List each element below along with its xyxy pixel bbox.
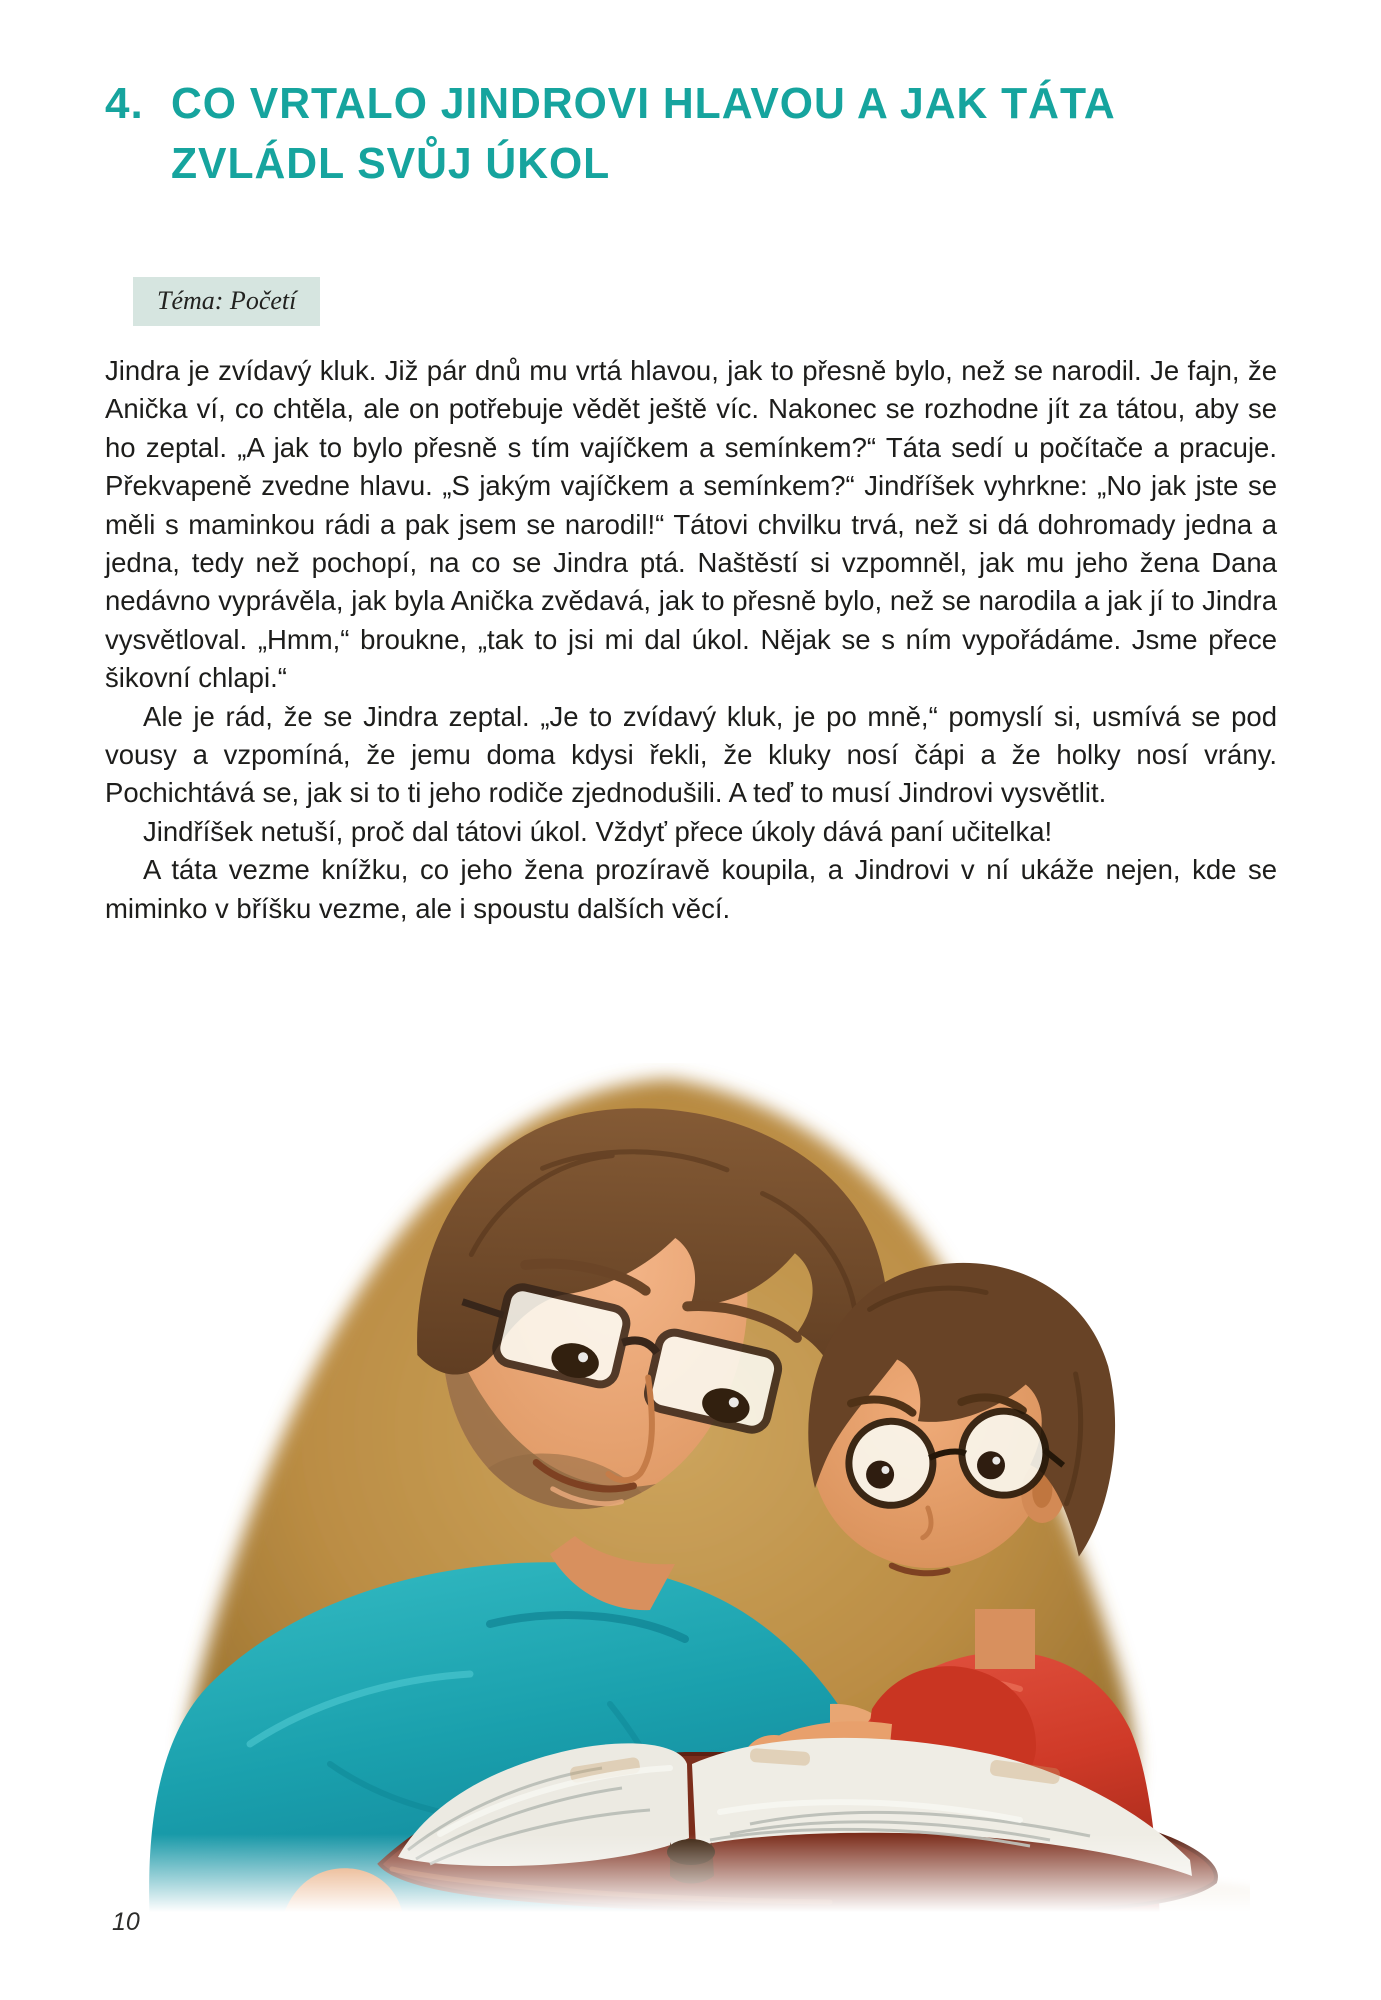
chapter-title	[171, 74, 1145, 194]
paragraph: Jindříšek netuší, proč dal tátovi úkol. Vždyť přece úkoly dává paní učitelka!	[143, 815, 1053, 847]
chapter-title-line2: ZVLÁDL SVŮJ ÚKOL	[171, 139, 611, 188]
paragraph: Ale je rád, že se Jindra zeptal. „Je to zvídavý kluk, je po mně,“ pomyslí si, usmívá se pod vousy a vzpomíná, že jemu doma kdysi řekli, že kluky nosí čápi a že holky nosí vrány. Pochichtává se, jak si to ti jeho rodiče zjednodušili. A teď to musí Jindrovi vysvětlit.	[105, 700, 1277, 809]
story-text	[105, 352, 1277, 928]
paragraph: Jindra je zvídavý kluk. Již pár dnů mu vrtá hlavou, jak to přesně bylo, než se narodil. Je fajn, že Anička ví, co chtěla, ale on potřebuje vědět ještě víc. Nakonec se rozhodne jít za tátou, aby se ho zeptal. „A jak to bylo přesně s tím vajíčkem a semínkem?“ Táta sedí u počítače a pracuje. Překvapeně zvedne hlavu. „S jakým vajíčkem a semínkem?“ Jindříšek vyhrkne: „No jak jste se měli s maminkou rádi a pak jsem se narodil!“ Tátovi chvilku trvá, než si dá dohromady jedna a jedna, tedy než pochopí, na co se Jindra ptá. Naštěstí si vzpomněl, jak mu jeho žena Dana nedávno vyprávěla, jak byla Anička zvědavá, jak to přesně bylo, než se narodila a jak jí to Jindra vysvětloval. „Hmm,“ broukne, „tak to jsi mi dal úkol. Nějak se s ním vypořádáme. Jsme přece šikovní chlapi.“	[105, 355, 1277, 694]
paragraph: A táta vezme knížku, co jeho žena prozíravě koupila, a Jindrovi v ní ukáže nejen, kde se miminko v bříšku vezme, ale i spoustu dalších věcí.	[105, 854, 1277, 924]
bottom-fade	[130, 1834, 1250, 1925]
page-number: 10	[112, 1908, 140, 1936]
topic-label-text: Téma: Početí	[157, 286, 297, 315]
chapter-number: 4.	[105, 79, 144, 128]
chapter-title-line1: CO VRTALO JINDROVI HLAVOU A JAK TÁTA	[171, 79, 1116, 128]
illustration-father-son-reading	[130, 1063, 1250, 1925]
chapter-heading	[105, 74, 1285, 194]
topic-label	[133, 277, 320, 326]
